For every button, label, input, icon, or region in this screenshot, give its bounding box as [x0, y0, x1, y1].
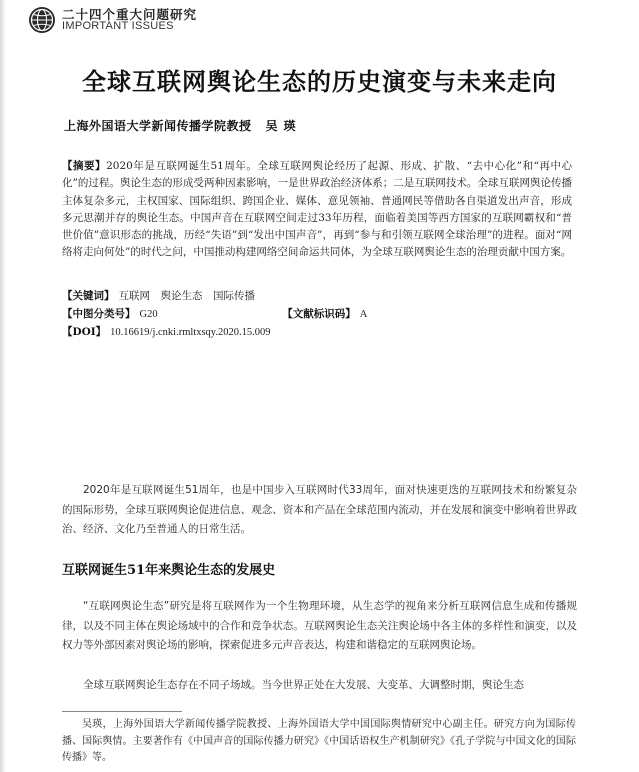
author-line — [64, 117, 302, 134]
abstract-tag: 【摘要】 — [62, 160, 107, 172]
doc-code-tag: 【文献标识码】 — [282, 308, 356, 320]
article-title: 全球互联网舆论生态的历史演变与未来走向 — [82, 67, 557, 96]
clc-tag: 【中图分类号】 — [62, 308, 136, 320]
doi-line — [62, 324, 572, 341]
author-name: 吴瑛 — [265, 119, 302, 133]
body-paragraph-2: 全球互联网舆论生态存在不同子场域。当今世界正处在大发展、大变革、大调整时期，舆论生态 — [83, 679, 524, 691]
abstract — [62, 158, 572, 262]
classification-line — [62, 306, 572, 323]
keywords-value: 互联网 舆论生态 国际传播 — [118, 290, 255, 302]
body-paragraph-1: “互联网舆论生态”研究是将互联网作为一个生物理环境，从生态学的视角来分析互联网信息生成和传播规律，以及不同主体在舆论场域中的合作和竞争状态。互联网舆论生态关注舆论场中各主体的多样性和演变，以及权力等外部因素对舆论场的影响，探索促进多元声音表达，构建和谐稳定的互联网舆论场。 — [62, 600, 577, 651]
author-affiliation: 上海外国语大学新闻传播学院教授 — [64, 119, 252, 133]
section-heading: 互联网诞生51年来舆论生态的发展史 — [62, 563, 276, 578]
intro-paragraph: 2020年是互联网诞生51周年，也是中国步入互联网时代33周年，面对快速更迭的互联网技术和纷繁复杂的国际形势，全球互联网舆论促进信息、观念、资本和产品在全球范围内流动，并在发展和演变中影响着世界政治、经济、文化乃至普通人的日常生活。 — [62, 484, 577, 535]
clc-value: G20 — [139, 309, 158, 320]
series-header — [28, 6, 197, 34]
doi-value: 10.16619/j.cnki.rmltxsqy.2020.15.009 — [110, 327, 271, 338]
doc-code-value: A — [359, 309, 368, 320]
doi-tag: 【DOI】 — [62, 326, 107, 338]
globe-icon — [28, 6, 56, 34]
author-footnote: 吴瑛，上海外国语大学新闻传播学院教授、上海外国语大学中国国际舆情研究中心副主任。研究方向为国际传播、国际舆情。主要著作有《中国声音的国际传播力研究》《中国话语权生产机制研究》《孔子学院与中国文化的国际传播》等。 — [62, 719, 576, 763]
series-title-cn: 二十四个重大问题研究 — [62, 6, 198, 22]
series-title-en: IMPORTANT ISSUES — [62, 19, 174, 32]
scan-edge-shadow — [0, 0, 6, 772]
footnote-divider — [62, 711, 182, 712]
abstract-text: 2020年是互联网诞生51周年。全球互联网舆论经历了起源、形成、扩散、“去中心化”和“再中心化”的过程。舆论生态的形成受两种因素影响，一是世界政治经济体系；二是互联网技术。全球互联网舆论传播主体复杂多元，主权国家、国际组织、跨国企业、媒体、意见领袖、普通网民等借助各自渠道发出声音，形成多元思潮并存的舆论生态。中国声音在互联网空间走过33年历程，面临着美国等西方国家的互联网霸权和“普世价值”意识形态的挑战，历经“失语”到“发出中国声音”，再到“参与和引领互联网全球治理”的进程。面对“网络将走向何处”的时代之问，中国推动构建网络空间命运共同体，为全球互联网舆论生态的治理贡献中国方案。 — [62, 160, 573, 259]
keywords-line — [62, 288, 572, 304]
keywords-tag: 【关键词】 — [62, 290, 115, 302]
